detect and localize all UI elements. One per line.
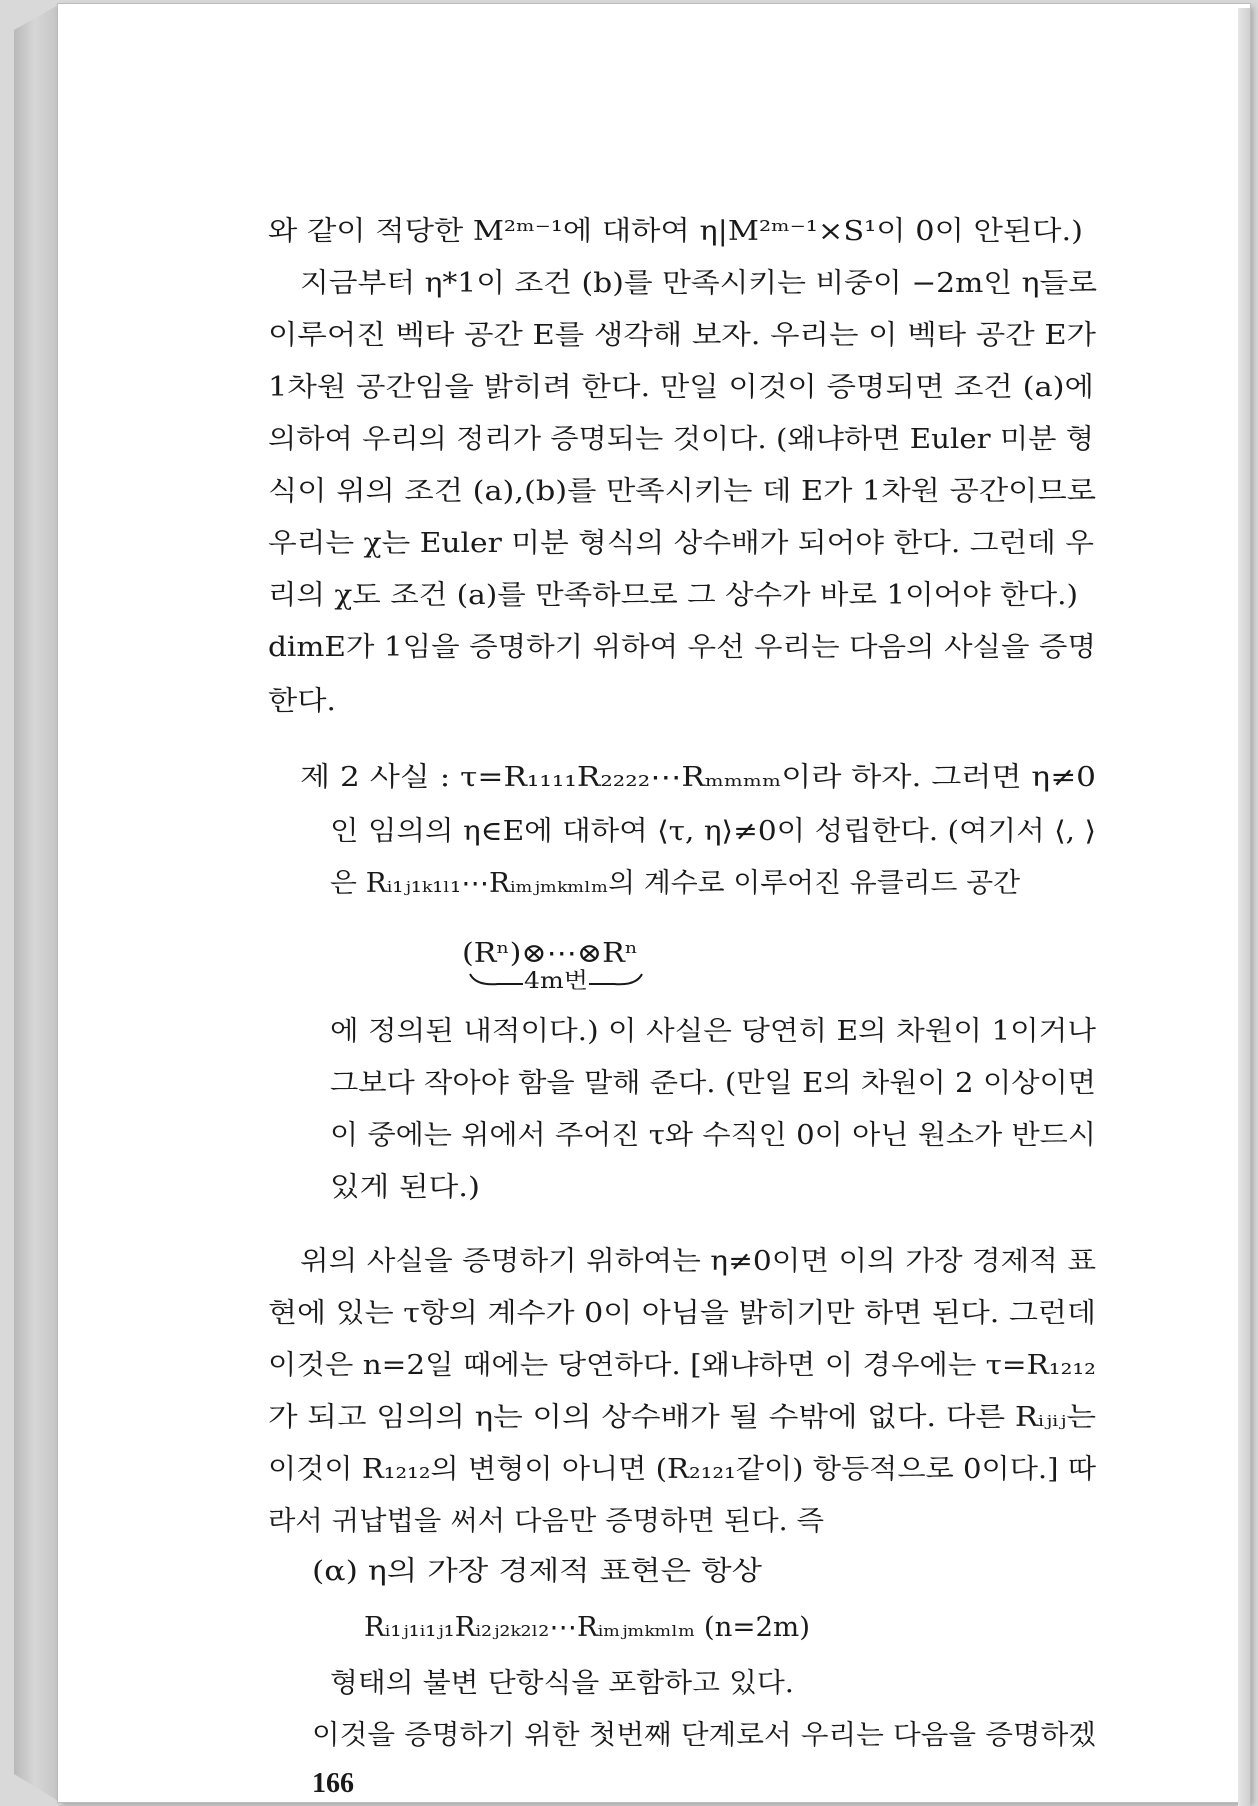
- text-line: 이루어진 벡타 공간 E를 생각해 보자. 우리는 이 벡타 공간 E가: [268, 320, 1096, 351]
- text-line: 에 정의된 내적이다.) 이 사실은 당연히 E의 차원이 1이거나: [330, 1016, 1096, 1047]
- page-edge: [1238, 8, 1250, 1806]
- text-line: 인 임의의 η∈E에 대하여 ⟨τ, η⟩≠0이 성립한다. (여기서 ⟨, ⟩: [330, 816, 1096, 847]
- formula-line: (Rⁿ)⊗⋯⊗Rⁿ: [462, 938, 638, 969]
- text-line: 이것을 증명하기 위한 첫번째 단계로서 우리는 다음을 증명하겠: [312, 1720, 1096, 1751]
- book-spine: [14, 4, 60, 1802]
- text-line: 1차원 공간임을 밝히려 한다. 만일 이것이 증명되면 조건 (a)에: [268, 372, 1094, 403]
- text-line: 그보다 작아야 함을 말해 준다. (만일 E의 차원이 2 이상이면: [330, 1068, 1096, 1099]
- text-line: 이것은 n=2일 때에는 당연하다. [왜냐하면 이 경우에는 τ=R₁₂₁₂: [268, 1350, 1096, 1381]
- formula-annotation: 4m번: [524, 969, 588, 994]
- text-line: 식이 위의 조건 (a),(b)를 만족시키는 데 E가 1차원 공간이므로: [268, 476, 1096, 507]
- text-line: 와 같이 적당한 M²ᵐ⁻¹에 대하여 η|M²ᵐ⁻¹×S¹이 0이 안된다.): [268, 216, 1083, 247]
- text-line: 제 2 사실 : τ=R₁₁₁₁R₂₂₂₂⋯Rₘₘₘₘ이라 하자. 그러면 η≠0: [300, 762, 1096, 793]
- text-line: 의하여 우리의 정리가 증명되는 것이다. (왜냐하면 Euler 미분 형: [268, 424, 1094, 455]
- text-line: dimE가 1임을 증명하기 위하여 우선 우리는 다음의 사실을 증명: [268, 632, 1096, 663]
- text-line: 우리는 χ는 Euler 미분 형식의 상수배가 되어야 한다. 그런데 우: [268, 528, 1094, 559]
- text-line: 리의 χ도 조건 (a)를 만족하므로 그 상수가 바로 1이어야 한다.): [268, 580, 1078, 611]
- text-line: 한다.: [268, 686, 336, 717]
- text-line: 이것이 R₁₂₁₂의 변형이 아니면 (R₂₁₂₁같이) 항등적으로 0이다.] 따: [268, 1454, 1096, 1485]
- text-line: 지금부터 η*1이 조건 (b)를 만족시키는 비중이 −2m인 η들로: [300, 268, 1097, 299]
- text-line: 가 되고 임의의 η는 이의 상수배가 될 수밖에 없다. 다른 Rᵢⱼᵢⱼ는: [268, 1402, 1096, 1433]
- text-line: 위의 사실을 증명하기 위하여는 η≠0이면 이의 가장 경제적 표: [300, 1246, 1096, 1277]
- page-number: 166: [312, 1768, 354, 1799]
- formula-line: Rᵢ₁ⱼ₁ᵢ₁ⱼ₁Rᵢ₂ⱼ₂ₖ₂ₗ₂⋯Rᵢₘⱼₘₖₘₗₘ (n=2m): [364, 1612, 810, 1643]
- text-line: 이 중에는 위에서 주어진 τ와 수직인 0이 아닌 원소가 반드시: [330, 1120, 1096, 1151]
- text-line: 은 Rᵢ₁ⱼ₁ₖ₁ₗ₁⋯Rᵢₘⱼₘₖₘₗₘ의 계수로 이루어진 유클리드 공간: [330, 868, 1020, 899]
- text-line: 있게 된다.): [330, 1172, 480, 1203]
- text-line: 형태의 불변 단항식을 포함하고 있다.: [330, 1668, 794, 1699]
- text-line: 현에 있는 τ항의 계수가 0이 아님을 밝히기만 하면 된다. 그런데: [268, 1298, 1096, 1329]
- text-line: (α) η의 가장 경제적 표현은 항상: [312, 1556, 762, 1587]
- text-line: 라서 귀납법을 써서 다음만 증명하면 된다. 즉: [268, 1506, 824, 1537]
